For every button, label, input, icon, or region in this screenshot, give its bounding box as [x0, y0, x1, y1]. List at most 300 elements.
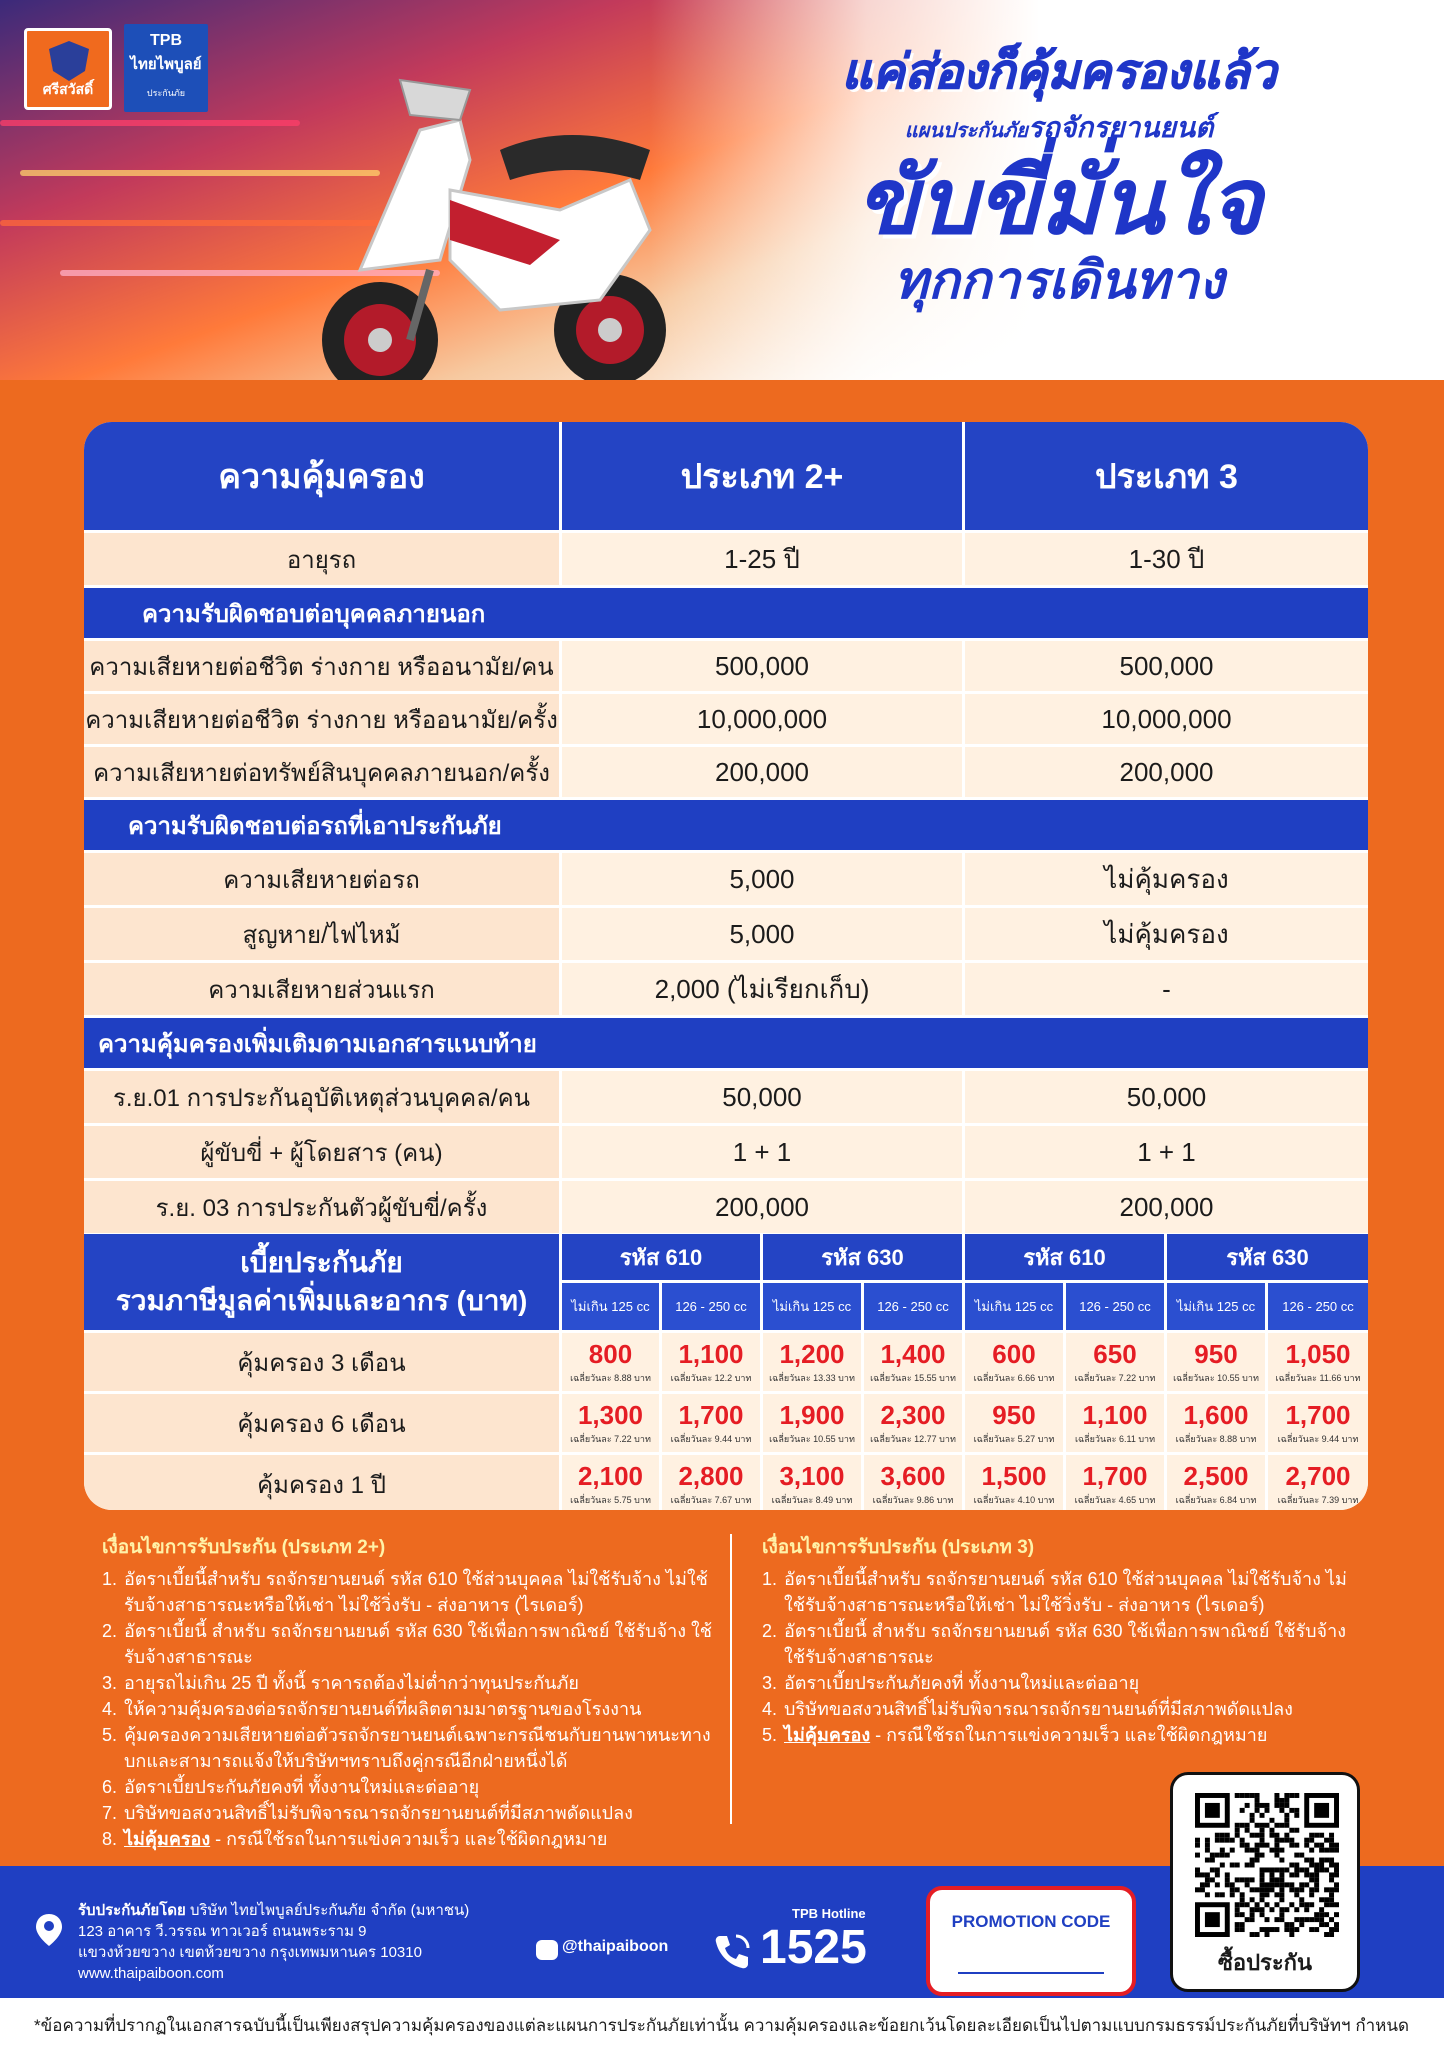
premium-cell [562, 1394, 659, 1452]
qr-module [1269, 1818, 1274, 1823]
qr-module [1289, 1828, 1294, 1833]
condition-item [102, 1618, 722, 1670]
table-header-row [84, 422, 1368, 530]
qr-module [1240, 1892, 1245, 1897]
qr-module [1294, 1892, 1299, 1897]
qr-module [1289, 1793, 1294, 1798]
qr-module [1314, 1872, 1319, 1877]
motorcycle-image [300, 40, 700, 380]
qr-module [1210, 1867, 1215, 1872]
table-cell: ไม่คุ้มครอง [965, 908, 1368, 960]
premium-daily-average: เฉลี่ยวันละ 12.2 บาท [670, 1372, 752, 1383]
qr-module [1304, 1907, 1309, 1912]
qr-module [1255, 1793, 1260, 1798]
qr-module [1245, 1843, 1250, 1848]
table-row-label: ความเสียหายต่อทรัพย์สินบุคคลภายนอก/ครั้ง [84, 747, 559, 797]
qr-module [1309, 1887, 1314, 1892]
condition-text: อัตราเบี้ยนี้สำหรับ รถจักรยานยนต์ รหัส 610 ใช้ส่วนบุคคล ไม่ใช้รับจ้าง ไม่ใช้รับจ้างสาธารณะหรือให้เช่า ไม่ใช้วิ่งรับ - ส่งอาหาร (ไรเดอร์) [124, 1569, 708, 1615]
premium-cell [965, 1394, 1063, 1452]
premium-value: 2,800 [678, 1460, 744, 1491]
table-row [84, 747, 1368, 797]
qr-module [1314, 1803, 1329, 1818]
qr-module [1250, 1907, 1255, 1912]
qr-module [1289, 1927, 1294, 1932]
address-line1: 123 อาคาร วี.วรรณ ทาวเวอร์ ถนนพระราม 9 [78, 1923, 367, 1940]
qr-module [1245, 1823, 1250, 1828]
qr-module [1304, 1872, 1309, 1877]
qr-module [1279, 1848, 1284, 1853]
conditions-type3 [762, 1532, 1362, 1748]
section-endorsements [84, 1018, 1368, 1068]
section-title: ความคุ้มครองเพิ่มเติมตามเอกสารแนบท้าย [98, 1030, 537, 1058]
table-cell: 5,000 [562, 853, 962, 905]
qr-module [1304, 1917, 1309, 1922]
premium-daily-average: เฉลี่ยวันละ 11.66 บาท [1275, 1372, 1361, 1383]
qr-module [1279, 1917, 1284, 1922]
qr-module [1245, 1863, 1250, 1868]
premium-daily-average: เฉลี่ยวันละ 9.44 บาท [670, 1433, 752, 1444]
qr-module [1279, 1892, 1284, 1897]
qr-module [1260, 1927, 1265, 1932]
qr-module [1314, 1867, 1319, 1872]
premium-cell [864, 1394, 962, 1452]
premium-cell [763, 1455, 861, 1510]
qr-module [1319, 1917, 1324, 1922]
qr-module [1274, 1892, 1279, 1897]
underwriter-name: บริษัท ไทยไพบูลย์ประกันภัย จำกัด (มหาชน) [185, 1902, 470, 1919]
headline-line3: ขับขี่มั่นใจ [855, 151, 1263, 253]
qr-module [1309, 1927, 1314, 1932]
premium-cell [864, 1333, 962, 1391]
qr-module [1205, 1848, 1210, 1853]
qr-module [1279, 1887, 1284, 1892]
table-row-label: ผู้ขับขี่ + ผู้โดยสาร (คน) [84, 1126, 559, 1178]
premium-daily-average: เฉลี่ยวันละ 7.22 บาท [570, 1433, 651, 1444]
qr-module [1294, 1907, 1299, 1912]
table-row [84, 963, 1368, 1015]
headline-block [824, 46, 1294, 310]
qr-module [1250, 1848, 1255, 1853]
qr-module [1334, 1872, 1339, 1877]
qr-module [1260, 1813, 1265, 1818]
qr-module [1324, 1858, 1329, 1863]
qr-module [1329, 1887, 1334, 1892]
premium-daily-average: เฉลี่ยวันละ 5.27 บาท [973, 1433, 1055, 1444]
table-row-label: ร.ย.01 การประกันอุบัติเหตุส่วนบุคคล/คน [84, 1071, 559, 1123]
exclusion-text: - กรณีใช้รถในการแข่งความเร็ว และใช้ผิดกฎหมาย [870, 1725, 1268, 1745]
hero-banner [0, 0, 1444, 380]
exclusion-label: ไม่คุ้มครอง [784, 1725, 871, 1745]
disclaimer-bar [0, 1998, 1444, 2048]
header-type3: ประเภท 3 [965, 422, 1368, 530]
website-link[interactable]: www.thaipaiboon.com [78, 1965, 224, 1982]
condition-number: 6. [102, 1777, 118, 1797]
qr-module [1314, 1877, 1319, 1882]
qr-module [1230, 1892, 1235, 1897]
qr-module [1289, 1887, 1294, 1892]
qr-module [1240, 1927, 1245, 1932]
table-row [84, 641, 1368, 691]
qr-module [1260, 1907, 1265, 1912]
qr-module [1200, 1882, 1205, 1887]
qr-module [1250, 1818, 1255, 1823]
qr-label: ซื้อประกัน [1217, 1950, 1313, 1975]
qr-module [1269, 1887, 1274, 1892]
qr-module [1205, 1838, 1210, 1843]
qr-module [1240, 1877, 1245, 1882]
table-row-age [84, 533, 1368, 585]
table-row-label: สูญหาย/ไฟไหม้ [84, 908, 559, 960]
condition-text: อัตราเบี้ยประกันภัยคงที่ ทั้งงานใหม่และต่ออายุ [784, 1673, 1140, 1693]
qr-module [1274, 1917, 1279, 1922]
qr-module [1334, 1843, 1339, 1848]
conditions-divider [730, 1534, 732, 1824]
premium-cell [1167, 1333, 1265, 1391]
cc-header: 126 - 250 cc [1066, 1283, 1164, 1330]
premium-value: 1,500 [981, 1460, 1047, 1491]
condition-item-exclusion [102, 1826, 722, 1852]
cc-header: ไม่เกิน 125 cc [562, 1283, 659, 1330]
qr-module [1260, 1803, 1265, 1808]
premium-value: 800 [588, 1338, 633, 1369]
exclusion-text: - กรณีใช้รถในการแข่งความเร็ว และใช้ผิดกฎหมาย [210, 1829, 608, 1849]
qr-module [1329, 1863, 1334, 1868]
qr-module [1334, 1927, 1339, 1932]
qr-module [1220, 1892, 1225, 1897]
premium-cell [1167, 1455, 1265, 1510]
table-cell: 1 + 1 [562, 1126, 962, 1178]
qr-module [1274, 1843, 1279, 1848]
logo2-line2: ไทยไพบูลย์ [130, 56, 202, 73]
condition-number: 5. [762, 1725, 778, 1745]
qr-module [1319, 1897, 1324, 1902]
qr-module [1255, 1833, 1260, 1838]
qr-module [1329, 1833, 1334, 1838]
headline-line2 [824, 106, 1294, 150]
qr-module [1235, 1863, 1240, 1868]
premium-cell [965, 1455, 1063, 1510]
table-cell: 50,000 [965, 1071, 1368, 1123]
qr-module [1299, 1867, 1304, 1872]
premium-title-line2: รวมภาษีมูลค่าเพิ่มและอากร (บาท) [115, 1285, 528, 1316]
qr-module [1230, 1838, 1235, 1843]
premium-value: 650 [1093, 1338, 1137, 1369]
qr-module [1245, 1917, 1250, 1922]
qr-module [1220, 1838, 1225, 1843]
qr-module [1240, 1922, 1245, 1927]
qr-module [1309, 1863, 1314, 1868]
qr-module [1324, 1887, 1329, 1892]
qr-module [1314, 1882, 1319, 1887]
qr-module [1289, 1902, 1294, 1907]
qr-module [1289, 1838, 1294, 1843]
qr-module [1195, 1872, 1200, 1877]
table-cell: 1 + 1 [965, 1126, 1368, 1178]
qr-module [1324, 1838, 1329, 1843]
condition-number: 4. [762, 1699, 778, 1719]
qr-module [1274, 1793, 1279, 1798]
code-header: รหัส 630 [763, 1234, 962, 1280]
condition-item [762, 1670, 1362, 1696]
conditions-list [762, 1566, 1362, 1748]
qr-module [1314, 1843, 1319, 1848]
qr-module [1319, 1922, 1324, 1927]
qr-module [1294, 1813, 1299, 1818]
premium-value: 3,100 [779, 1460, 845, 1491]
promotion-code-box[interactable] [926, 1886, 1136, 1996]
premium-daily-average: เฉลี่ยวันละ 12.77 บาท [870, 1433, 956, 1444]
qr-module [1309, 1892, 1314, 1897]
condition-number: 1. [762, 1569, 778, 1589]
srisawad-logo [24, 28, 112, 110]
qr-module [1329, 1932, 1334, 1937]
qr-module [1250, 1917, 1255, 1922]
qr-module [1235, 1828, 1240, 1833]
premium-value: 1,600 [1183, 1399, 1249, 1430]
qr-module [1205, 1912, 1220, 1927]
condition-text: อายุรถไม่เกิน 25 ปี ทั้งนี้ ราคารถต้องไม่ต่ำกว่าทุนประกันภัย [124, 1673, 579, 1693]
qr-module [1235, 1907, 1240, 1912]
qr-module [1269, 1907, 1274, 1912]
qr-code-box[interactable] [1170, 1772, 1360, 1992]
qr-module [1215, 1882, 1220, 1887]
premium-cell [864, 1455, 962, 1510]
condition-item [102, 1696, 722, 1722]
qr-module [1210, 1877, 1215, 1882]
qr-module [1269, 1848, 1274, 1853]
qr-module [1230, 1863, 1235, 1868]
qr-module [1205, 1803, 1220, 1818]
premium-value: 1,300 [577, 1399, 644, 1430]
qr-module [1309, 1877, 1314, 1882]
qr-module [1274, 1927, 1279, 1932]
qr-module [1260, 1823, 1265, 1828]
premium-daily-average: เฉลี่ยวันละ 4.65 บาท [1074, 1494, 1156, 1505]
condition-number: 8. [102, 1829, 118, 1849]
qr-module [1294, 1917, 1299, 1922]
section-title: ความรับผิดชอบต่อรถที่เอาประกันภัย [128, 812, 502, 840]
qr-module [1284, 1882, 1289, 1887]
qr-module [1235, 1912, 1240, 1917]
light-streak [0, 120, 300, 126]
qr-module [1279, 1858, 1284, 1863]
qr-module [1245, 1877, 1250, 1882]
exclusion-label: ไม่คุ้มครอง [124, 1829, 211, 1849]
cc-header: ไม่เกิน 125 cc [763, 1283, 861, 1330]
qr-module [1269, 1882, 1274, 1887]
qr-module [1319, 1863, 1324, 1868]
location-pin-icon [36, 1914, 62, 1946]
qr-module [1255, 1798, 1260, 1803]
qr-code-icon [1195, 1793, 1339, 1937]
qr-module [1195, 1867, 1200, 1872]
qr-module [1274, 1882, 1279, 1887]
qr-module [1274, 1848, 1279, 1853]
qr-module [1250, 1912, 1255, 1917]
qr-module [1195, 1843, 1200, 1848]
qr-module [1334, 1863, 1339, 1868]
table-cell: - [965, 963, 1368, 1015]
qr-module [1235, 1922, 1240, 1927]
premium-daily-average: เฉลี่ยวันละ 9.86 บาท [872, 1494, 954, 1505]
phone-icon [712, 1932, 752, 1972]
table-cell: 5,000 [562, 908, 962, 960]
qr-module [1260, 1892, 1265, 1897]
qr-module [1279, 1808, 1284, 1813]
qr-module [1329, 1897, 1334, 1902]
qr-module [1245, 1902, 1250, 1907]
premium-cell [662, 1333, 760, 1391]
premium-daily-average: เฉลี่ยวันละ 15.55 บาท [870, 1372, 956, 1383]
premium-daily-average: เฉลี่ยวันละ 10.55 บาท [769, 1433, 855, 1444]
premium-row [84, 1394, 1368, 1452]
qr-module [1284, 1803, 1289, 1808]
qr-module [1215, 1892, 1220, 1897]
qr-module [1334, 1902, 1339, 1907]
premium-value: 1,050 [1285, 1338, 1351, 1369]
table-row-label: ความเสียหายต่อชีวิต ร่างกาย หรืออนามัย/ครั้ง [84, 694, 559, 744]
premium-value: 1,900 [779, 1399, 845, 1430]
premium-cell [763, 1394, 861, 1452]
code-header: รหัส 610 [562, 1234, 760, 1280]
qr-module [1294, 1843, 1299, 1848]
table-row [84, 908, 1368, 960]
qr-module [1265, 1902, 1270, 1907]
premium-value: 3,600 [880, 1460, 946, 1491]
line-id[interactable]: @thaipaiboon [562, 1938, 669, 1955]
qr-module [1289, 1808, 1294, 1813]
premium-value: 1,700 [1082, 1460, 1148, 1491]
qr-module [1225, 1882, 1230, 1887]
qr-module [1274, 1803, 1279, 1808]
qr-module [1205, 1892, 1210, 1897]
qr-module [1220, 1848, 1225, 1853]
qr-module [1195, 1887, 1200, 1892]
qr-module [1250, 1887, 1255, 1892]
shield-icon [49, 41, 89, 81]
table-row-label: อายุรถ [84, 533, 559, 585]
table-row [84, 1126, 1368, 1178]
qr-module [1284, 1867, 1289, 1872]
qr-module [1304, 1838, 1309, 1843]
premium-daily-average: เฉลี่ยวันละ 9.44 บาท [1277, 1433, 1359, 1444]
qr-module [1324, 1897, 1329, 1902]
qr-module [1294, 1872, 1299, 1877]
premium-value: 600 [992, 1338, 1036, 1369]
qr-module [1255, 1808, 1260, 1813]
qr-module [1260, 1867, 1265, 1872]
qr-module [1260, 1843, 1265, 1848]
qr-module [1235, 1902, 1240, 1907]
condition-item [762, 1566, 1362, 1618]
qr-module [1245, 1793, 1250, 1798]
qr-module [1284, 1907, 1289, 1912]
qr-module [1225, 1872, 1230, 1877]
qr-module [1235, 1927, 1240, 1932]
premium-value: 2,700 [1285, 1460, 1351, 1491]
qr-module [1279, 1798, 1284, 1803]
premium-cell [662, 1455, 760, 1510]
qr-module [1225, 1838, 1230, 1843]
qr-module [1304, 1867, 1309, 1872]
qr-module [1274, 1798, 1279, 1803]
premium-value: 1,700 [678, 1399, 744, 1430]
hotline-number[interactable]: 1525 [760, 1921, 867, 1974]
qr-module [1334, 1887, 1339, 1892]
qr-module [1240, 1897, 1245, 1902]
qr-module [1299, 1853, 1304, 1858]
conditions-list [102, 1566, 722, 1852]
qr-module [1250, 1793, 1255, 1798]
qr-module [1225, 1853, 1230, 1858]
premium-row-label: คุ้มครอง 1 ปี [84, 1455, 559, 1510]
qr-module [1319, 1912, 1324, 1917]
qr-module [1304, 1902, 1309, 1907]
premium-daily-average: เฉลี่ยวันละ 7.22 บาท [1074, 1372, 1156, 1383]
premium-daily-average: เฉลี่ยวันละ 6.11 บาท [1074, 1433, 1156, 1444]
qr-module [1269, 1927, 1274, 1932]
condition-text: บริษัทขอสงวนสิทธิ์ไม่รับพิจารณารถจักรยานยนต์ที่มีสภาพดัดแปลง [124, 1803, 633, 1823]
table-cell: 50,000 [562, 1071, 962, 1123]
qr-module [1299, 1882, 1304, 1887]
premium-cell [965, 1333, 1063, 1391]
qr-module [1284, 1793, 1289, 1798]
qr-module [1284, 1823, 1289, 1828]
table-row-label: ความเสียหายส่วนแรก [84, 963, 559, 1015]
hotline-label: TPB Hotline [792, 1906, 866, 1921]
premium-title [84, 1234, 559, 1330]
qr-module [1265, 1917, 1270, 1922]
premium-daily-average: เฉลี่ยวันละ 8.49 บาท [771, 1494, 853, 1505]
qr-module [1329, 1927, 1334, 1932]
qr-module [1334, 1922, 1339, 1927]
premium-value: 1,100 [678, 1338, 744, 1369]
premium-daily-average: เฉลี่ยวันละ 5.75 บาท [570, 1494, 651, 1505]
condition-item [762, 1696, 1362, 1722]
premium-daily-average: เฉลี่ยวันละ 6.66 บาท [973, 1372, 1055, 1383]
premium-cell [1066, 1333, 1164, 1391]
condition-text: อัตราเบี้ยนี้สำหรับ รถจักรยานยนต์ รหัส 610 ใช้ส่วนบุคคล ไม่ใช้รับจ้าง ไม่ใช้รับจ้างสาธารณะหรือให้เช่า ไม่ใช้วิ่งรับ - ส่งอาหาร (ไรเดอร์) [784, 1569, 1347, 1615]
premium-value: 1,400 [880, 1338, 946, 1369]
qr-module [1255, 1907, 1260, 1912]
disclaimer-text: *ข้อความที่ปรากฏในเอกสารฉบับนี้เป็นเพียงสรุปความคุ้มครองของแต่ละแผนการประกันภัยเท่านั้น ความคุ้มครองและข้อยกเว้นโดยละเอียดเป็นไปตามแบบกรมธรรม์ประกันภัยที่บริษัทฯ กำหนด [34, 2016, 1410, 2035]
qr-module [1265, 1843, 1270, 1848]
qr-module [1269, 1867, 1274, 1872]
qr-module [1260, 1833, 1265, 1838]
qr-module [1265, 1882, 1270, 1887]
table-cell: 10,000,000 [562, 694, 962, 744]
qr-module [1215, 1833, 1220, 1838]
qr-module [1314, 1927, 1319, 1932]
qr-module [1260, 1828, 1265, 1833]
qr-module [1324, 1932, 1329, 1937]
qr-module [1309, 1872, 1314, 1877]
qr-module [1289, 1922, 1294, 1927]
premium-value: 2,300 [880, 1399, 946, 1430]
qr-module [1314, 1917, 1319, 1922]
premium-cell [1066, 1455, 1164, 1510]
qr-module [1289, 1932, 1294, 1937]
qr-module [1334, 1867, 1339, 1872]
qr-module [1205, 1843, 1210, 1848]
qr-module [1240, 1912, 1245, 1917]
qr-module [1294, 1927, 1299, 1932]
qr-module [1279, 1872, 1284, 1877]
section-insured-vehicle [84, 800, 1368, 850]
qr-module [1309, 1902, 1314, 1907]
qr-module [1225, 1833, 1230, 1838]
condition-text: คุ้มครองความเสียหายต่อตัวรถจักรยานยนต์เฉพาะกรณีชนกับยานพาหนะทางบกและสามารถแจ้งให้บริษัทฯทราบถึงคู่กรณีอีกฝ่ายหนึ่งได้ [124, 1725, 711, 1771]
